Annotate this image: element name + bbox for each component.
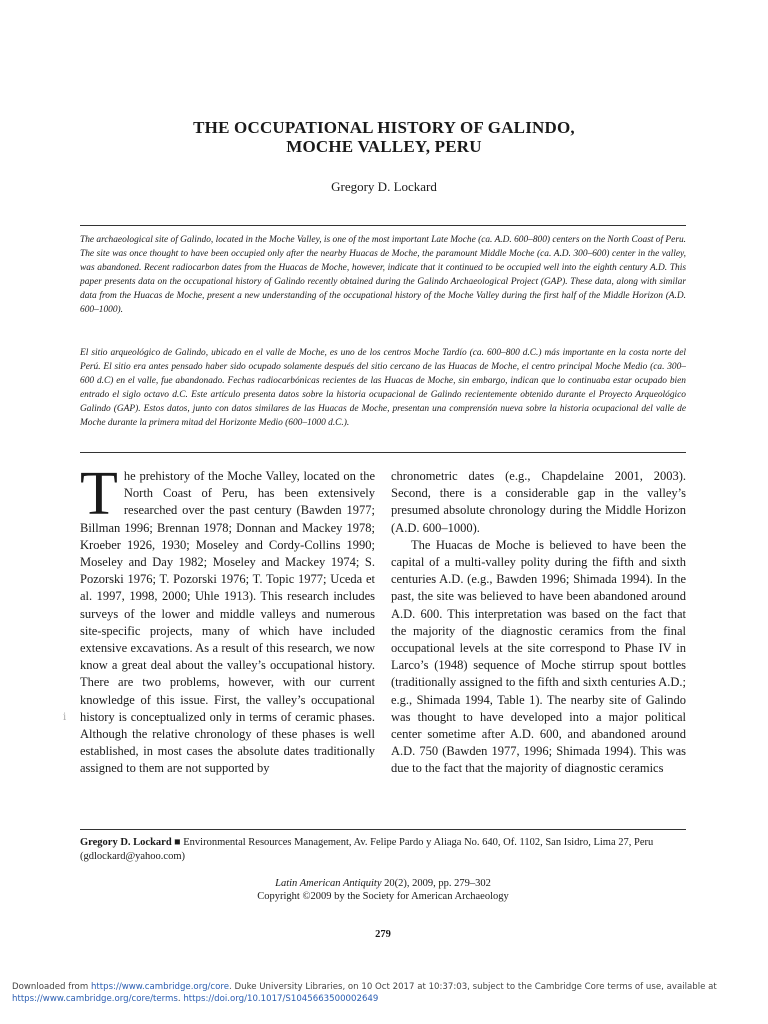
cambridge-core-link[interactable]: https://www.cambridge.org/core xyxy=(90,982,230,992)
body-paragraph-intro xyxy=(80,460,375,778)
footnote-bullet: ■ xyxy=(174,837,181,848)
intro-text: he prehistory of the Moche Valley, located on the North Coast of Peru, has been extensively researched over the past century (Bawden 1977; Billman 1996; Brennan 1978; Donnan and Mackey 1978; Kroeber 1926, 1930; Moseley and Cordy-Collins 1990; Moseley and Day 1982; Moseley and Mackey 1974; S. Pozorski 1976; T. Pozorski 1976; T. Topic 1977; Uceda et al. 1997, 1998, 2000; Uhle 1913). This research includes surveys of the lower and middle valleys and numerous site-specific projects, many of which have included extensive excavations. As a result of this research, we now know a great deal about the valley’s occupational history. There are two problems, however, with our current knowledge of this issue. First, the valley’s occupational history is conceptualized only in terms of ceramic phases. Although the relative chronology of these phases is well established, in most cases the absolute dates traditionally assigned to them are not supported by xyxy=(80,469,375,776)
download-sep: . xyxy=(177,994,181,1004)
journal-details: 20(2), 2009, pp. 279–302 xyxy=(384,878,491,889)
title-line-2: MOCHE VALLEY, PERU xyxy=(286,137,482,156)
abstract-spanish: El sitio arqueológico de Galindo, ubicado en el valle de Moche, es uno de los centros Moche Tardío (ca. 600–800 d.C.) más importante en la costa norte del Perú. El sitio era antes pensado haber sido ocupado solamente después del sitio cercano de las Huacas de Moche, el centro principal Moche Medio (ca. 300–600 d.C) en el valle, fue abandonado. Fechas radiocarbónicas recientes de las Huacas de Moche, sin embargo, indican que lo continuaba estar ocupado bien entrado el siglo octavo d.C. Este artículo presenta datos sobre la historia ocupacional de Galindo recientemente obtenido durante el Proyecto Arqueológico Galindo (GAP). Estos datos, junto con datos similares de las Huacas de Moche, presentan una comprensión nueva sobre la historia ocupacional del valle de Moche durante la primera mitad del Horizonte Medio (600–1000 d.C.). xyxy=(80,348,686,428)
journal-line xyxy=(80,877,686,890)
author-name: Gregory D. Lockard xyxy=(331,179,437,194)
download-notice xyxy=(12,981,756,1005)
title-line-1: THE OCCUPATIONAL HISTORY OF GALINDO, xyxy=(193,118,575,137)
paper-title xyxy=(80,118,688,156)
page-number: 279 xyxy=(375,929,391,940)
drop-cap: T xyxy=(80,460,118,528)
doi-link[interactable]: https://doi.org/10.1017/S1045663500002649 xyxy=(183,994,379,1004)
journal-citation xyxy=(80,877,686,903)
download-prefix: Downloaded from xyxy=(12,982,89,992)
body-paragraph-huacas: The Huacas de Moche is believed to have been the capital of a multi-valley polity during the fifth and sixth centuries A.D. (e.g., Bawden 1996; Shimada 1994). In the past, the site was believed to have been abandoned around A.D. 600. This interpretation was based on the fact that the majority of the diagnostic ceramics from the final occupational levels at the site correspond to Phase IV in Larco’s (1948) sequence of Moche stirrup spout bottles (traditionally assigned to the fifth and sixth centuries A.D.; e.g., Shimada 1994, Table 1). The nearby site of Galindo was thought to have developed into a major political center sometime after A.D. 600, and abandoned around A.D. 750 (Bawden 1977, 1996; Shimada 1994). This was due to the fact that the majority of diagnostic ceramics xyxy=(391,537,686,776)
abstract-english: The archaeological site of Galindo, located in the Moche Valley, is one of the most important Late Moche (ca. A.D. 600–800) centers on the North Coast of Peru. The site was once thought to have been occupied only after the nearby Huacas de Moche, the paramount Middle Moche (ca. A.D. 300–600) center in the valley, was abandoned. Recent radiocarbon dates from the Huacas de Moche, however, indicate that it continued to be occupied well into the eighth century A.D. This paper presents data on the occupational history of Galindo recently obtained during the Galindo Archaeological Project (GAP). These data, along with similar data from the Huacas de Moche, present a new understanding of the occupational history of the Moche Valley during the first half of the Middle Horizon (A.D. 600–1000). xyxy=(80,235,686,315)
footnote-rule xyxy=(80,829,686,830)
body-paragraph-continued: chronometric dates (e.g., Chapdelaine 2001, 2003). Second, there is a considerable gap in the valley’s presumed absolute chronology during the Middle Horizon (A.D. 600–1000). xyxy=(391,469,686,535)
abstract-top-rule xyxy=(80,225,686,226)
footnote-author: Gregory D. Lockard xyxy=(80,837,172,848)
margin-mark: ⅰ xyxy=(63,712,67,723)
download-middle: . Duke University Libraries, on 10 Oct 2017 at 10:37:03, subject to the Cambridge Core terms of use, available at xyxy=(229,982,717,992)
terms-link[interactable]: https://www.cambridge.org/core/terms xyxy=(12,994,178,1004)
journal-copyright: Copyright ©2009 by the Society for American Archaeology xyxy=(257,891,509,902)
body-column-left xyxy=(80,460,375,778)
abstract-bottom-rule xyxy=(80,452,686,453)
author-footnote xyxy=(80,836,686,864)
body-column-right xyxy=(391,468,686,778)
footnote-affiliation: Environmental Resources Management, Av. Felipe Pardo y Aliaga No. 640, Of. 1102, San Isidro, Lima 27, Peru (gdlockard@yahoo.com) xyxy=(80,837,654,862)
journal-name: Latin American Antiquity xyxy=(275,878,382,889)
